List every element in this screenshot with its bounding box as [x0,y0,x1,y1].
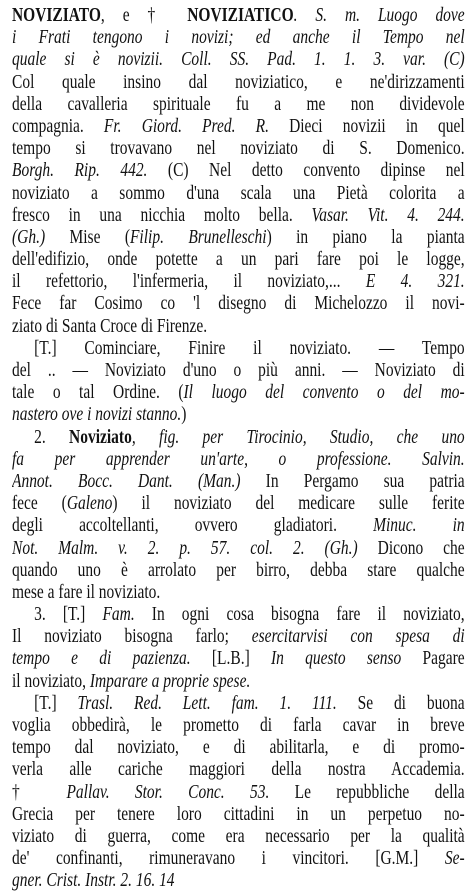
entry-line [12,471,465,493]
entry-line [12,116,465,138]
italic-text: Borgh. Rip. 442. [12,160,148,182]
italic-text: (Gh.) [12,226,46,248]
entry-line [12,360,465,382]
entry-line [12,249,465,271]
body-text: viziato di guerra, come era necessario per la qualità [12,825,465,847]
body-text: fece ( [12,493,67,515]
body-text: voglia obbedirà, le prometto di farla cavar in breve [12,715,465,736]
entry-line [12,759,465,781]
italic-text: Filip. Brunelleschi [129,226,267,248]
body-text: , e † [100,5,188,26]
italic-text: Not. Malm. v. 2. p. 57. col. 2. (Gh.) [12,537,358,559]
italic-text: E 4. 321. [365,271,465,293]
entry-line [12,870,465,892]
body-text: Fece far Cosimo co 'l disegno di Michelozzo il novi- [12,293,465,315]
entry-line [12,626,465,648]
entry-line [12,205,465,227]
entry-line [12,293,465,315]
italic-text: Imparare a proprie spese. [89,670,251,692]
entry-line [12,804,465,826]
entry-line [12,138,465,160]
body-text: mese a fare il noviziato. [12,581,161,603]
body-text: [T.] Cominciare, Finire il noviziato. — Tempo [34,337,465,359]
entry-line [12,493,465,515]
entry-line [12,27,465,49]
entry-line [12,49,465,71]
body-text: Le repubbliche della [269,781,465,803]
body-text: fresco in una nicchia molto bella. [12,204,312,226]
entry-line [12,782,465,804]
entry-line [12,427,465,449]
body-text: Se di buona [336,692,465,714]
body-text: ) [181,404,187,426]
entry-line [12,338,465,360]
body-text: Mise ( [45,226,130,248]
italic-text: tempo e di pazienza. [12,648,191,670]
body-text: Dieci novizii in quel [268,115,465,137]
headword: NOVIZIATICO [187,5,294,26]
entry-line [12,560,465,582]
italic-text: esercitarvisi con spesa di [251,626,465,648]
entry-line [12,94,465,116]
entry-line [12,382,465,404]
italic-text: Galeno [66,493,113,515]
italic-text: quale si è novizii. Coll. SS. Pad. 1. 1. 3. var. (C) [12,49,465,71]
headword: NOVIZIATO [12,5,101,26]
body-text: Col quale insino dal noviziatico, e ne'dirizzamenti [12,71,465,93]
entry-line [12,582,465,604]
entry-line [12,5,465,27]
entry-line [12,160,465,182]
body-text: [T.] [34,692,78,714]
body-text: Il noviziato bisogna farlo; [12,626,252,648]
body-text: il noviziato, [12,670,90,692]
body-text: ) il noviziato del medicare sulle ferite [112,493,465,515]
entry-line [12,183,465,205]
italic-text: , fig. per Tirocinio, Studio, che uno [131,426,465,448]
body-text: della cavalleria spirituale fu a me non dividevole [12,93,465,115]
body-text: tempo si trovavano nel noviziato di S. Domenico. [12,138,465,160]
body-text: [L.B.] [190,648,271,670]
entry-line [12,604,465,626]
body-text: 3. [T.] [34,604,103,626]
entry-line [12,271,465,293]
entry-line [12,316,465,338]
body-text: tempo dal noviziato, e di abilitarla, e di promo- [12,737,465,759]
italic-text: Il luogo del convento o del mo- [183,382,465,404]
italic-text: gner. Crist. Instr. 2. 16. 14 [12,870,175,892]
entry-line [12,538,465,560]
italic-text: Annot. Bocc. Dant. (Man.) [12,470,241,492]
entry-line [12,515,465,537]
italic-text: . S. m. Luogo dove [293,5,465,26]
body-text: quando uno è arrolato per birro, debba stare qualche [12,559,465,581]
entry-line [12,671,465,693]
entry-line [12,715,465,737]
italic-text: i Frati tengono i novizi; ed anche il Tempo nel [12,27,465,49]
headword: Noviziato [69,426,132,448]
entry-line [12,72,465,94]
entry-line [12,404,465,426]
body-text: verla alle cariche maggiori della nostra Accademia. [12,759,465,781]
italic-text: Fr. Giord. Pred. R. [103,115,269,137]
italic-text: In questo senso [270,648,402,670]
italic-text: fa per apprender un'arte, o professione. Salvin. [12,448,465,470]
italic-text: Minuc. in [373,515,465,537]
italic-text: Pallav. Stor. Conc. 53. [66,781,270,803]
italic-text: Fam. [102,604,135,626]
body-text: ) in piano la pianta [266,226,465,248]
entry-line [12,648,465,670]
italic-text: Vasar. Vit. 4. 244. [311,204,465,226]
body-text: degli accoltellanti, ovvero gladiatori. [12,515,374,537]
entry-line [12,848,465,870]
entry-line [12,737,465,759]
italic-text: nastero ove i novizi stanno. [12,404,182,426]
body-text: de' confinanti, rimuneravano i vincitori. [G.M.] [12,848,445,870]
body-text: ziato di Santa Croce di Firenze. [12,315,208,337]
entry-line [12,227,465,249]
body-text: tale o tal Ordine. ( [12,382,184,404]
body-text: del .. — Noviziato d'uno o più anni. — Noviziato di [12,360,465,381]
body-text: dell'edifizio, onde potette a un pari fare poi le logge, [12,249,465,271]
body-text: Grecia per tenere loro cittadini in un perpetuo no- [12,803,465,825]
body-text: il refettorio, l'infermeria, il noviziato,... [12,271,366,293]
italic-text: Se- [444,848,465,870]
dictionary-entry-noviziato [12,5,465,893]
body-text: Pagare [401,648,465,670]
body-text: (C) Nel detto convento dipinse nel [147,160,465,182]
body-text: † [12,781,67,803]
body-text: In Pergamo sua patria [240,470,465,492]
body-text: 2. [34,426,70,448]
entry-line [12,826,465,848]
body-text: noviziato a sommo d'una scala una Pietà colorita a [12,182,465,204]
body-text: Dicono che [357,537,465,559]
body-text: In ogni cosa bisogna fare il noviziato, [134,604,465,626]
entry-line [12,693,465,715]
body-text: compagnia. [12,115,104,137]
italic-text: Trasl. Red. Lett. fam. 1. 111. [77,692,337,714]
entry-line [12,449,465,471]
